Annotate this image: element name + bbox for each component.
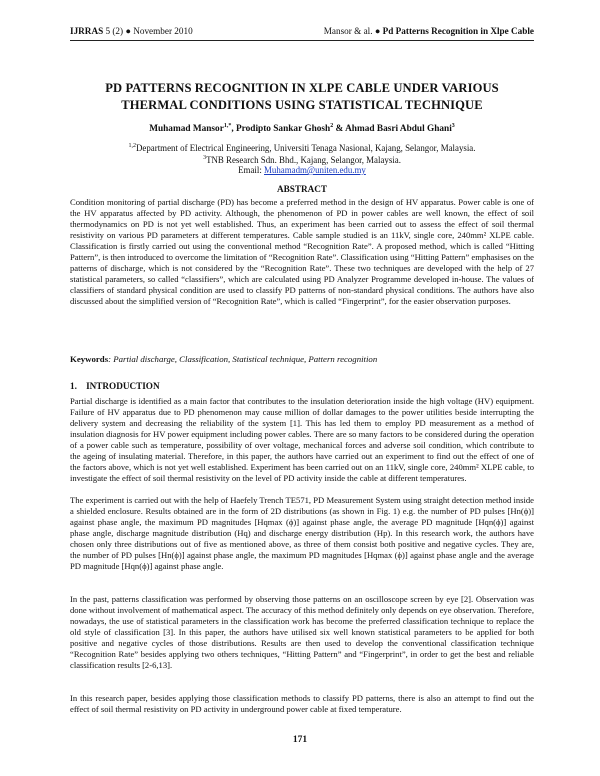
title-line-1: PD PATTERNS RECOGNITION IN XLPE CABLE UNDER VARIOUS bbox=[105, 81, 499, 95]
running-title bbox=[324, 26, 534, 36]
author-short: Mansor & al. ● bbox=[323, 26, 381, 36]
paper-title bbox=[70, 80, 534, 114]
abstract-heading: ABSTRACT bbox=[276, 184, 328, 194]
author-2: Prodipto Sankar Ghosh bbox=[235, 124, 331, 135]
journal-name: IJRRAS bbox=[70, 26, 104, 36]
email-label: Email: bbox=[238, 165, 262, 175]
author-2-sup: 2 bbox=[330, 123, 334, 129]
title-line-2: THERMAL CONDITIONS USING STATISTICAL TECHNIQUE bbox=[121, 98, 483, 112]
affiliation-2-text: TNB Research Sdn. Bhd., Kajang, Selangor, Malaysia. bbox=[206, 154, 401, 165]
keywords bbox=[70, 354, 377, 364]
affiliation-2-sup: 3 bbox=[203, 155, 207, 161]
page-number: 171 bbox=[292, 735, 308, 745]
author-separator: & bbox=[333, 124, 346, 135]
author-1: Muhamad Mansor bbox=[149, 124, 224, 135]
short-title: Pd Patterns Recognition in Xlpe Cable bbox=[382, 26, 534, 36]
email-link[interactable]: Muhamadm@uniten.edu.my bbox=[264, 165, 366, 175]
intro-paragraph-1: Partial discharge is identified as a main factor that contributes to the insulation deterioration inside the high voltage (HV) equipment. Failure of HV apparatus due to PD phenomenon may cause million of dollar damages to the power utilities beside interrupting the delivery system and decreasing the reliability of the system [1]. This has led them to employ PD measurement as a method of insulation diagnosis for HV power equipment including power cables. There are so many factors to be considered during the operation of a power cable such as temperature, possibility of over voltage, mechanical forces and adverse soil condition, which contribute to the ageing of insulating material. Therefore, in this paper, the authors have carried out an experiment to find out the effect of one of the factors above, which is not yet well established. Experiment has been carried out on an 11kV, single core, 240mm² XLPE cable, to investigate the effect of soil thermal resistivity on the level of PD activity inside the cable at different temperatures. bbox=[70, 396, 534, 484]
issue-date: 5 (2) ● November 2010 bbox=[105, 26, 193, 36]
intro-paragraph-4: In this research paper, besides applying those classification methods to classify PD patterns, there is also an attempt to find out the effect of soil thermal resistivity on PD activity in underground power cable at fixed temperature. bbox=[70, 693, 534, 715]
author-1-sup: 1,* bbox=[223, 123, 232, 129]
keywords-text: : Partial discharge, Classification, Statistical technique, Pattern recognition bbox=[108, 354, 378, 364]
intro-paragraph-3: In the past, patterns classification was performed by observing those patterns on an oscilloscope screen by eye [2]. Observation was done without involvement of mathematical aspect. The accuracy of this method definitely only depends on eye observation. Therefore, nowadays, the use of statistical parameters in the classification work has become the preferred classification technique to replace the old style of classification [3]. In this paper, the authors have utilised six well known statistical parameters to be applied for both positive and negative cycles of those distributions. Results are then used to develop the conventional classification technique “Recognition Rate” besides applying two others techniques, “Hitting Pattern” and “Fingerprint”, in order to get the best and reliable classification results [2-6,13]. bbox=[70, 594, 534, 671]
email-line bbox=[70, 164, 534, 176]
intro-paragraph-2: The experiment is carried out with the help of Haefely Trench TE571, PD Measurement System using straight detection method inside a shielded enclosure. Results obtained are in the form of 2D distributions (as shown in Fig. 1) e.g. the number of PD pulses [Hn(ϕ)] against phase angle, the maximum PD magnitudes [Hqmax (ϕ)] against phase angle, the average PD magnitude [Hqn(ϕ)] against phase angle, discharge magnitude distribution (Hq) and discharge energy distribution (Hp). In this research work, the authors have chosen only three distributions out of five as mentioned above, as three of them consist both positive and negative cycles. They are, the number of PD pulses [Hn(ϕ)] against phase angle, the maximum PD magnitudes [Hqmax (ϕ)] against phase angle and the average PD magnitude [Hqn(ϕ)] against phase angle. bbox=[70, 495, 534, 572]
affiliation-1-text: Department of Electrical Engineering, Universiti Tenaga Nasional, Kajang, Selangor, Malaysia. bbox=[136, 142, 476, 153]
author-3-sup: 3 bbox=[451, 123, 455, 129]
journal-issue bbox=[70, 26, 193, 36]
section-heading-introduction: 1. INTRODUCTION bbox=[70, 381, 160, 391]
keywords-label: Keywords bbox=[70, 354, 109, 364]
abstract-text: Condition monitoring of partial discharge (PD) has become a preferred method in the design of HV apparatus. Power cable is one of the HV apparatus affected by PD activity. Although, the phenomenon of PD in power cables are well known, the effect of soil thermodynamics on PD is not yet well established. Thus, an experiment has been carried out to assess the effect of soil thermal resistivity on various PD parameters at different temperatures. Cable sample studied is an 11kV, single core, 240mm² XLPE cable. Classification is firstly carried out using the conventional method “Recognition Rate”. A proposed method, which is called “Hitting Pattern”, is then introduced to overcome the limitation of “Recognition Rate”. Classification using “Hitting Pattern” emphasises on the patterns of discharge, which is not considered by the “Recognition Rate”. These two techniques are developed with the help of 27 statistical parameters, so called “classifiers”, which are calculated using PD Analyzer Programme developed in-house. The values of classifiers of standard physical condition are used to classify PD patterns of non-standard physical conditions. The authors have also discussed about the simplified version of “Recognition Rate”, which is called “Fingerprint”, for the easier observation purposes. bbox=[70, 197, 534, 307]
author-list: Muhamad Mansor$^{1,*}$, Prodipto Sankar Ghosh$^2$ & Ahmad Basri Abdul Ghani$^3$ bbox=[149, 123, 455, 135]
affiliation-1-sup: 1,2 bbox=[128, 143, 137, 149]
header-rule bbox=[70, 40, 534, 41]
author-3: Ahmad Basri Abdul Ghani bbox=[345, 124, 452, 135]
